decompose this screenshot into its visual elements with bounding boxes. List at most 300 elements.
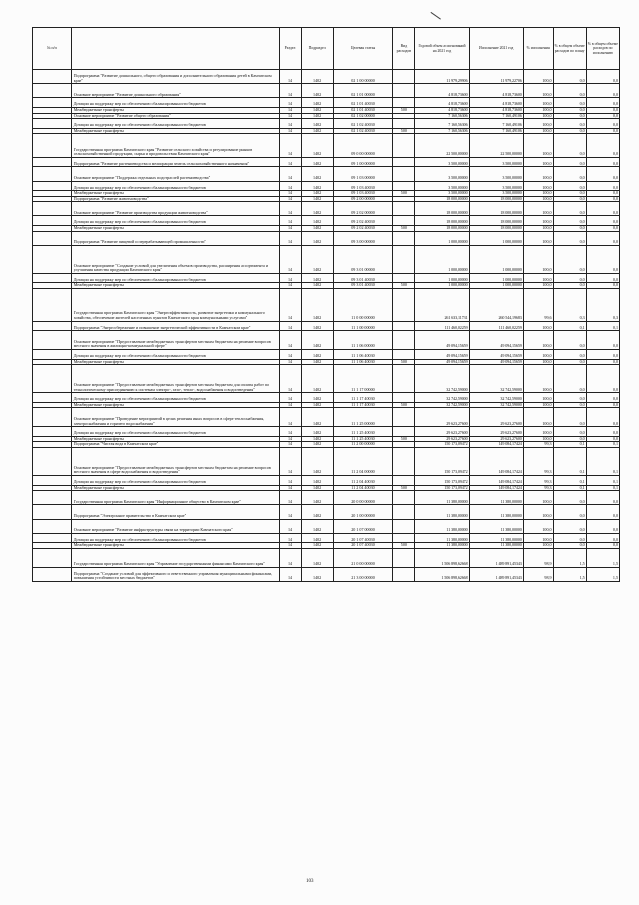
cell-share-plan: 0,1 [553, 447, 586, 475]
cell-name: Межбюджетные трансферты [71, 226, 279, 232]
cell-csr: 11 1 25 40030 [333, 427, 393, 437]
table-row [33, 427, 620, 437]
cell-exec: 3 500,00000 [469, 157, 523, 167]
cell-pct: 99,6 [523, 289, 553, 322]
cell-vr: 500 [393, 283, 415, 289]
cell-share-plan: 0,0 [553, 157, 586, 167]
cell-podrazdel: 1402 [301, 331, 333, 350]
cell-name: Подпрограмма "Чистая вода в Камчатском крае" [71, 442, 279, 448]
cell-no [33, 181, 72, 191]
cell-pct: 99,3 [523, 442, 553, 448]
table-row [33, 181, 620, 191]
cell-exec: 7 160,49106 [469, 113, 523, 119]
cell-podrazdel: 1402 [301, 447, 333, 475]
cell-vr [393, 475, 415, 485]
cell-plan: 11 380,00000 [415, 533, 469, 543]
cell-razdel: 14 [279, 567, 301, 581]
cell-name: Дотации на поддержку мер по обеспечению сбалансированности бюджетов [71, 350, 279, 360]
cell-vr [393, 505, 415, 519]
budget-table [32, 27, 620, 582]
cell-csr: 20 1 00 00000 [333, 505, 393, 519]
cell-pct: 100,0 [523, 543, 553, 549]
cell-exec: 11 380,00000 [469, 491, 523, 505]
cell-name: Подпрограмма "Электронное правительство в Камчатском крае" [71, 505, 279, 519]
cell-exec: 7 160,49106 [469, 119, 523, 129]
cell-share-plan: 0,0 [553, 70, 586, 84]
cell-exec: 32 742,59000 [469, 402, 523, 408]
cell-no [33, 505, 72, 519]
cell-share-exec: 0,0 [586, 202, 619, 216]
cell-podrazdel: 1402 [301, 475, 333, 485]
cell-exec: 18 000,00000 [469, 196, 523, 202]
cell-podrazdel: 1402 [301, 231, 333, 245]
cell-no [33, 427, 72, 437]
cell-name: Дотации на поддержку мер по обеспечению сбалансированности бюджетов [71, 427, 279, 437]
header-pct: % исполнения [523, 28, 553, 70]
cell-pct: 98,9 [523, 567, 553, 581]
cell-share-plan: 0,3 [553, 289, 586, 322]
cell-plan: 1 000,00000 [415, 283, 469, 289]
table-row [33, 70, 620, 84]
cell-pct: 100,0 [523, 113, 553, 119]
cell-csr: 09 2 02 40030 [333, 216, 393, 226]
cell-share-exec: 0,0 [586, 519, 619, 533]
cell-exec: 32 742,59000 [469, 393, 523, 403]
header-vr: Вид расходов [393, 28, 415, 70]
cell-vr [393, 519, 415, 533]
cell-podrazdel: 1402 [301, 393, 333, 403]
cell-exec: 3 500,00000 [469, 191, 523, 197]
cell-name: Основное мероприятие "Проведение мероприятий в целях решения иных вопросов в сфере теплоснабжения, электроснабжения и горячего водоснабжения" [71, 408, 279, 427]
cell-exec: 1 000,00000 [469, 283, 523, 289]
cell-share-plan: 0,0 [553, 533, 586, 543]
cell-share-plan: 0,1 [553, 475, 586, 485]
cell-plan: 11 380,00000 [415, 519, 469, 533]
cell-no [33, 98, 72, 108]
cell-podrazdel: 1402 [301, 548, 333, 567]
cell-razdel: 14 [279, 283, 301, 289]
cell-no [33, 70, 72, 84]
cell-share-exec: 0,0 [586, 365, 619, 393]
cell-csr: 09 3 01 00000 [333, 245, 393, 273]
cell-name: Дотации на поддержку мер по обеспечению сбалансированности бюджетов [71, 119, 279, 129]
cell-podrazdel: 1402 [301, 283, 333, 289]
cell-name: Дотации на поддержку мер по обеспечению сбалансированности бюджетов [71, 475, 279, 485]
cell-share-exec: 0,0 [586, 216, 619, 226]
cell-podrazdel: 1402 [301, 107, 333, 113]
cell-csr: 09 1 03 40030 [333, 191, 393, 197]
cell-vr: 500 [393, 543, 415, 549]
cell-no [33, 157, 72, 167]
cell-name: Основное мероприятие "Предоставление межбюджетных трансфертов местным бюджетам на решение вопросов местного значения в жилищно-коммунальной сфере" [71, 331, 279, 350]
cell-share-exec: 0,0 [586, 427, 619, 437]
cell-csr: 20 1 07 40030 [333, 533, 393, 543]
cell-pct: 100,0 [523, 245, 553, 273]
cell-pct: 100,0 [523, 321, 553, 331]
cell-exec: 1 000,00000 [469, 273, 523, 283]
cell-plan: 1 000,00000 [415, 273, 469, 283]
cell-podrazdel: 1402 [301, 533, 333, 543]
cell-podrazdel: 1402 [301, 402, 333, 408]
cell-exec: 49 094,15659 [469, 350, 523, 360]
cell-no [33, 202, 72, 216]
cell-no [33, 134, 72, 157]
cell-share-plan: 0,0 [553, 350, 586, 360]
cell-share-exec: 0,0 [586, 359, 619, 365]
cell-exec: 4 818,73600 [469, 98, 523, 108]
cell-exec: 149 084,17424 [469, 447, 523, 475]
cell-razdel: 14 [279, 321, 301, 331]
cell-csr: 11 1 06 40030 [333, 350, 393, 360]
cell-share-plan: 0,0 [553, 226, 586, 232]
cell-share-plan: 0,0 [553, 365, 586, 393]
cell-plan: 49 094,15659 [415, 331, 469, 350]
cell-no [33, 533, 72, 543]
cell-plan: 1 000,00000 [415, 231, 469, 245]
cell-vr [393, 365, 415, 393]
table-row [33, 98, 620, 108]
cell-exec: 4 818,73600 [469, 84, 523, 98]
cell-razdel: 14 [279, 157, 301, 167]
cell-share-plan: 0,0 [553, 393, 586, 403]
cell-exec: 18 000,00000 [469, 216, 523, 226]
cell-no [33, 321, 72, 331]
cell-pct: 100,0 [523, 119, 553, 129]
cell-exec: 149 084,17424 [469, 475, 523, 485]
table-row [33, 533, 620, 543]
cell-exec: 49 094,15659 [469, 359, 523, 365]
cell-razdel: 14 [279, 519, 301, 533]
cell-share-plan: 0,0 [553, 245, 586, 273]
cell-csr: 02 1 02 00000 [333, 113, 393, 119]
cell-plan: 18 000,00000 [415, 216, 469, 226]
cell-share-plan: 1,5 [553, 567, 586, 581]
cell-podrazdel: 1402 [301, 436, 333, 442]
cell-exec: 7 160,49106 [469, 128, 523, 134]
cell-share-exec: 0,0 [586, 107, 619, 113]
cell-name: Государственная программа Камчатского края "Информационное общество в Камчатском крае" [71, 491, 279, 505]
cell-exec: 3 500,00000 [469, 167, 523, 181]
cell-name: Межбюджетные трансферты [71, 436, 279, 442]
cell-pct: 99,3 [523, 447, 553, 475]
cell-csr: 20 1 07 40030 [333, 543, 393, 549]
cell-share-exec: 0,0 [586, 273, 619, 283]
table-row [33, 202, 620, 216]
cell-no [33, 393, 72, 403]
cell-share-plan: 0,0 [553, 196, 586, 202]
cell-pct: 100,0 [523, 273, 553, 283]
cell-podrazdel: 1402 [301, 226, 333, 232]
cell-exec: 1 489 891,45343 [469, 548, 523, 567]
cell-share-exec: 0,0 [586, 98, 619, 108]
cell-plan: 11 380,00000 [415, 543, 469, 549]
cell-razdel: 14 [279, 447, 301, 475]
cell-exec: 1 000,00000 [469, 245, 523, 273]
cell-name: Основное мероприятие "Развитие инфраструктуры связи на территории Камчатского края" [71, 519, 279, 533]
cell-share-exec: 1,5 [586, 567, 619, 581]
cell-vr: 500 [393, 359, 415, 365]
cell-exec: 11 380,00000 [469, 533, 523, 543]
cell-name: Подпрограмма "Создание условий для эффективного и ответственного управления муниципальными финансами, повышения устойчивости местных бюджетов" [71, 567, 279, 581]
page-number: 103 [306, 879, 314, 884]
cell-razdel: 14 [279, 442, 301, 448]
cell-share-plan: 0,0 [553, 202, 586, 216]
table-row [33, 447, 620, 475]
cell-share-exec: 0,0 [586, 84, 619, 98]
table-row [33, 216, 620, 226]
cell-podrazdel: 1402 [301, 245, 333, 273]
cell-podrazdel: 1402 [301, 273, 333, 283]
cell-exec: 111 460,02259 [469, 321, 523, 331]
cell-csr: 09 2 02 40030 [333, 226, 393, 232]
cell-exec: 29 623,27600 [469, 427, 523, 437]
cell-share-exec: 0,0 [586, 408, 619, 427]
cell-pct: 100,0 [523, 402, 553, 408]
cell-exec: 18 000,00000 [469, 202, 523, 216]
cell-share-plan: 0,1 [553, 442, 586, 448]
cell-razdel: 14 [279, 196, 301, 202]
cell-share-plan: 0,0 [553, 191, 586, 197]
cell-razdel: 14 [279, 245, 301, 273]
cell-plan: 1 000,00000 [415, 245, 469, 273]
cell-share-exec: 0,0 [586, 436, 619, 442]
cell-exec: 18 000,00000 [469, 226, 523, 232]
cell-vr [393, 447, 415, 475]
cell-plan: 150 173,09472 [415, 475, 469, 485]
cell-razdel: 14 [279, 167, 301, 181]
cell-plan: 1 506 898,62668 [415, 567, 469, 581]
cell-csr: 09 2 00 00000 [333, 196, 393, 202]
cell-exec: 11 979,22706 [469, 70, 523, 84]
cell-share-plan: 0,0 [553, 167, 586, 181]
cell-exec: 149 084,17424 [469, 485, 523, 491]
cell-csr: 11 1 25 40030 [333, 436, 393, 442]
cell-share-exec: 0,0 [586, 167, 619, 181]
cell-vr [393, 289, 415, 322]
cell-share-plan: 0,0 [553, 427, 586, 437]
cell-share-exec: 0,0 [586, 543, 619, 549]
cell-share-plan: 0,0 [553, 216, 586, 226]
table-row [33, 475, 620, 485]
cell-exec: 149 084,17424 [469, 442, 523, 448]
cell-pct: 100,0 [523, 408, 553, 427]
cell-no [33, 119, 72, 129]
cell-exec: 29 623,27600 [469, 408, 523, 427]
table-row [33, 167, 620, 181]
cell-name: Подпрограмма "Развитие животноводства" [71, 196, 279, 202]
header-no: № п/п [33, 28, 72, 70]
cell-vr [393, 321, 415, 331]
cell-exec: 4 818,73600 [469, 107, 523, 113]
cell-csr: 02 1 01 40030 [333, 98, 393, 108]
cell-exec: 22 500,00000 [469, 134, 523, 157]
cell-no [33, 231, 72, 245]
cell-pct: 100,0 [523, 231, 553, 245]
cell-podrazdel: 1402 [301, 485, 333, 491]
cell-pct: 100,0 [523, 283, 553, 289]
cell-share-plan: 1,5 [553, 548, 586, 567]
cell-podrazdel: 1402 [301, 113, 333, 119]
cell-name: Подпрограмма "Развитие дошкольного, общего образования и дополнительного образования детей в Камчатском крае" [71, 70, 279, 84]
table-header-row [33, 28, 620, 70]
cell-no [33, 273, 72, 283]
table-row [33, 505, 620, 519]
cell-pct: 98,9 [523, 548, 553, 567]
cell-razdel: 14 [279, 134, 301, 157]
cell-share-exec: 0,0 [586, 331, 619, 350]
cell-vr [393, 167, 415, 181]
cell-vr [393, 98, 415, 108]
table-row [33, 350, 620, 360]
table-row [33, 134, 620, 157]
cell-vr: 500 [393, 191, 415, 197]
cell-plan: 111 460,02259 [415, 321, 469, 331]
cell-csr: 09 1 03 00000 [333, 167, 393, 181]
cell-razdel: 14 [279, 475, 301, 485]
cell-name: Дотации на поддержку мер по обеспечению сбалансированности бюджетов [71, 393, 279, 403]
cell-name: Подпрограмма "Развитие растениеводства и мелиорации земель сельскохозяйственного назначения" [71, 157, 279, 167]
cell-razdel: 14 [279, 331, 301, 350]
cell-name: Межбюджетные трансферты [71, 402, 279, 408]
cell-no [33, 245, 72, 273]
cell-share-exec: 0,0 [586, 402, 619, 408]
cell-plan: 4 818,73600 [415, 84, 469, 98]
cell-no [33, 447, 72, 475]
cell-share-exec: 0,0 [586, 181, 619, 191]
cell-share-plan: 0,0 [553, 331, 586, 350]
cell-share-exec: 0,0 [586, 191, 619, 197]
cell-share-exec: 0,0 [586, 196, 619, 202]
cell-pct: 100,0 [523, 134, 553, 157]
cell-share-plan: 0,0 [553, 128, 586, 134]
cell-razdel: 14 [279, 119, 301, 129]
cell-razdel: 14 [279, 84, 301, 98]
table-row [33, 84, 620, 98]
cell-podrazdel: 1402 [301, 567, 333, 581]
cell-plan: 4 818,73600 [415, 107, 469, 113]
cell-name: Межбюджетные трансферты [71, 485, 279, 491]
cell-razdel: 14 [279, 273, 301, 283]
cell-share-plan: 0,0 [553, 273, 586, 283]
cell-csr: 11 2 04 40030 [333, 475, 393, 485]
cell-pct: 100,0 [523, 505, 553, 519]
cell-exec: 1 000,00000 [469, 231, 523, 245]
cell-vr: 500 [393, 402, 415, 408]
cell-exec: 11 380,00000 [469, 505, 523, 519]
cell-vr [393, 134, 415, 157]
cell-razdel: 14 [279, 436, 301, 442]
cell-plan: 32 742,59000 [415, 365, 469, 393]
cell-razdel: 14 [279, 543, 301, 549]
cell-vr [393, 567, 415, 581]
cell-razdel: 14 [279, 427, 301, 437]
cell-csr: 11 1 17 40030 [333, 393, 393, 403]
cell-podrazdel: 1402 [301, 442, 333, 448]
cell-csr: 11 0 00 00000 [333, 289, 393, 322]
cell-exec: 11 380,00000 [469, 519, 523, 533]
cell-share-exec: 0,1 [586, 475, 619, 485]
cell-share-plan: 0,0 [553, 543, 586, 549]
cell-plan: 32 742,59000 [415, 393, 469, 403]
cell-plan: 3 500,00000 [415, 167, 469, 181]
cell-podrazdel: 1402 [301, 359, 333, 365]
cell-razdel: 14 [279, 533, 301, 543]
cell-vr: 500 [393, 128, 415, 134]
cell-no [33, 519, 72, 533]
cell-csr: 21 3 00 00000 [333, 567, 393, 581]
cell-share-plan: 0,0 [553, 107, 586, 113]
cell-share-plan: 0,1 [553, 485, 586, 491]
cell-pct: 100,0 [523, 181, 553, 191]
cell-plan: 3 500,00000 [415, 157, 469, 167]
cell-plan: 49 094,15659 [415, 359, 469, 365]
cell-razdel: 14 [279, 359, 301, 365]
cell-razdel: 14 [279, 98, 301, 108]
header-name [71, 28, 279, 70]
cell-podrazdel: 1402 [301, 202, 333, 216]
cell-pct: 100,0 [523, 365, 553, 393]
cell-pct: 100,0 [523, 107, 553, 113]
cell-no [33, 491, 72, 505]
header-exec: Исполнение 2021 год [469, 28, 523, 70]
cell-csr: 09 3 00 00000 [333, 231, 393, 245]
cell-share-plan: 0,0 [553, 84, 586, 98]
cell-share-exec: 0,1 [586, 442, 619, 448]
cell-pct: 100,0 [523, 202, 553, 216]
cell-share-plan: 0,0 [553, 359, 586, 365]
cell-share-plan: 0,0 [553, 119, 586, 129]
cell-razdel: 14 [279, 485, 301, 491]
cell-name: Основное мероприятие "Развитие дошкольного образования" [71, 84, 279, 98]
cell-csr: 11 1 17 00000 [333, 365, 393, 393]
cell-share-exec: 0,0 [586, 128, 619, 134]
cell-podrazdel: 1402 [301, 350, 333, 360]
cell-exec: 29 623,27600 [469, 436, 523, 442]
pen-mark [431, 5, 446, 19]
cell-plan: 32 742,59000 [415, 402, 469, 408]
cell-pct: 100,0 [523, 98, 553, 108]
cell-share-exec: 0,1 [586, 447, 619, 475]
cell-podrazdel: 1402 [301, 321, 333, 331]
cell-share-exec: 0,0 [586, 245, 619, 273]
cell-share-exec: 1,5 [586, 548, 619, 567]
cell-share-plan: 0,0 [553, 98, 586, 108]
cell-plan: 150 173,09472 [415, 447, 469, 475]
cell-name: Межбюджетные трансферты [71, 283, 279, 289]
cell-name: Дотации на поддержку мер по обеспечению сбалансированности бюджетов [71, 273, 279, 283]
cell-name: Основное мероприятие "Развитие общего образования" [71, 113, 279, 119]
cell-no [33, 548, 72, 567]
cell-csr: 09 2 02 00000 [333, 202, 393, 216]
cell-plan: 7 160,56306 [415, 119, 469, 129]
cell-vr [393, 119, 415, 129]
cell-csr: 02 1 00 00000 [333, 70, 393, 84]
cell-name: Государственная программа Камчатского края "Управление государственными финансами Камчатского края" [71, 548, 279, 567]
cell-vr [393, 491, 415, 505]
cell-csr: 11 2 00 00000 [333, 442, 393, 448]
cell-pct: 99,3 [523, 475, 553, 485]
table-row [33, 273, 620, 283]
cell-razdel: 14 [279, 491, 301, 505]
cell-plan: 1 506 898,62668 [415, 548, 469, 567]
cell-exec: 1 489 891,45343 [469, 567, 523, 581]
cell-plan: 11 380,00000 [415, 505, 469, 519]
cell-no [33, 331, 72, 350]
table-row [33, 331, 620, 350]
cell-share-plan: 0,0 [553, 283, 586, 289]
cell-share-plan: 0,0 [553, 402, 586, 408]
cell-share-exec: 0,0 [586, 350, 619, 360]
